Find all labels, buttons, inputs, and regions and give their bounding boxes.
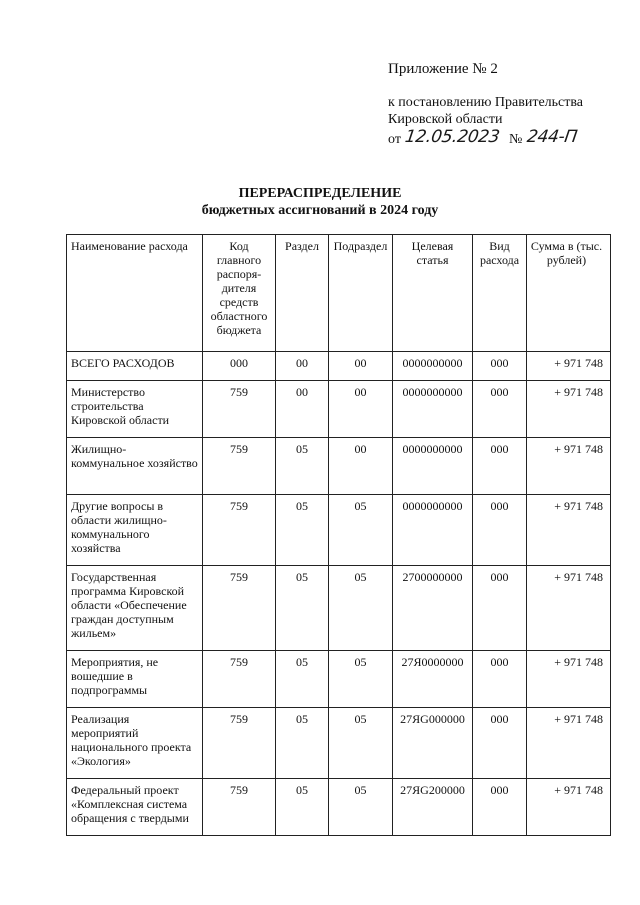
cell-subsection: 05 (329, 779, 393, 836)
cell-sum: + 971 748 (527, 438, 611, 495)
col-header-code: Код главного распоря-дителя средств областного бюджета (203, 235, 276, 352)
table-row (67, 495, 611, 566)
cell-target: 27ЯG200000 (393, 779, 473, 836)
cell-name: Жилищно-коммунальное хозяйство (67, 438, 203, 495)
col-header-subsection: Подраздел (329, 235, 393, 352)
cell-target: 27ЯG000000 (393, 708, 473, 779)
cell-sum: + 971 748 (527, 651, 611, 708)
cell-section: 05 (276, 651, 329, 708)
cell-kind: 000 (473, 381, 527, 438)
cell-subsection: 05 (329, 708, 393, 779)
table-row (67, 566, 611, 651)
cell-target: 27Я0000000 (393, 651, 473, 708)
cell-code: 759 (203, 381, 276, 438)
cell-target: 0000000000 (393, 381, 473, 438)
cell-sum: + 971 748 (527, 566, 611, 651)
cell-code: 759 (203, 708, 276, 779)
cell-kind: 000 (473, 708, 527, 779)
col-header-sum: Сумма в (тыс. рублей) (527, 235, 611, 352)
cell-section: 05 (276, 495, 329, 566)
cell-code: 759 (203, 779, 276, 836)
cell-section: 05 (276, 566, 329, 651)
cell-name: ВСЕГО РАСХОДОВ (67, 352, 203, 381)
resolution-line-2: Кировской области (388, 112, 503, 127)
cell-code: 759 (203, 651, 276, 708)
cell-code: 000 (203, 352, 276, 381)
resolution-block (388, 94, 583, 150)
col-header-kind: Вид расхода (473, 235, 527, 352)
cell-sum: + 971 748 (527, 381, 611, 438)
resolution-line-1: к постановлению Правительства (388, 95, 584, 110)
table-row (67, 381, 611, 438)
cell-target: 2700000000 (393, 566, 473, 651)
cell-section: 05 (276, 438, 329, 495)
cell-sum: + 971 748 (527, 352, 611, 381)
cell-section: 00 (276, 352, 329, 381)
cell-section: 05 (276, 779, 329, 836)
document-title (0, 185, 640, 219)
cell-sum: + 971 748 (527, 495, 611, 566)
cell-code: 759 (203, 566, 276, 651)
cell-sum: + 971 748 (527, 708, 611, 779)
cell-kind: 000 (473, 352, 527, 381)
cell-sum: + 971 748 (527, 779, 611, 836)
cell-name: Государственная программа Кировской области «Обеспечение граждан доступным жильем» (67, 566, 203, 651)
cell-kind: 000 (473, 438, 527, 495)
cell-subsection: 00 (329, 352, 393, 381)
handwritten-number: 244-П (525, 127, 579, 147)
cell-target: 0000000000 (393, 438, 473, 495)
cell-target: 0000000000 (393, 352, 473, 381)
cell-subsection: 05 (329, 566, 393, 651)
cell-code: 759 (203, 495, 276, 566)
table-row (67, 438, 611, 495)
cell-subsection: 05 (329, 495, 393, 566)
cell-kind: 000 (473, 566, 527, 651)
handwritten-date: 12.05.2023 (403, 127, 501, 147)
appropriations-table (66, 234, 611, 836)
number-sign: № (509, 132, 523, 147)
appendix-label: Приложение № 2 (388, 61, 498, 77)
cell-section: 05 (276, 708, 329, 779)
table-row (67, 352, 611, 381)
cell-section: 00 (276, 381, 329, 438)
title-line-2: бюджетных ассигнований в 2024 году (201, 203, 439, 218)
col-header-target: Целевая статья (393, 235, 473, 352)
cell-code: 759 (203, 438, 276, 495)
cell-subsection: 00 (329, 381, 393, 438)
cell-name: Реализация мероприятий национального проекта «Экология» (67, 708, 203, 779)
cell-subsection: 00 (329, 438, 393, 495)
title-line-1: ПЕРЕРАСПРЕДЕЛЕНИЕ (238, 186, 402, 201)
cell-name: Министерство строительства Кировской области (67, 381, 203, 438)
table-row (67, 708, 611, 779)
cell-name: Федеральный проект «Комплексная система обращения с твердыми (67, 779, 203, 836)
date-prefix: от (388, 132, 401, 147)
cell-kind: 000 (473, 495, 527, 566)
table-header-row (67, 235, 611, 352)
cell-name: Другие вопросы в области жилищно-коммунального хозяйства (67, 495, 203, 566)
table-row (67, 779, 611, 836)
date-number-row (388, 128, 583, 150)
col-header-name: Наименование расхода (67, 235, 203, 352)
col-header-section: Раздел (276, 235, 329, 352)
cell-subsection: 05 (329, 651, 393, 708)
cell-kind: 000 (473, 651, 527, 708)
table-row (67, 651, 611, 708)
cell-kind: 000 (473, 779, 527, 836)
cell-name: Мероприятия, не вошедшие в подпрограммы (67, 651, 203, 708)
cell-target: 0000000000 (393, 495, 473, 566)
